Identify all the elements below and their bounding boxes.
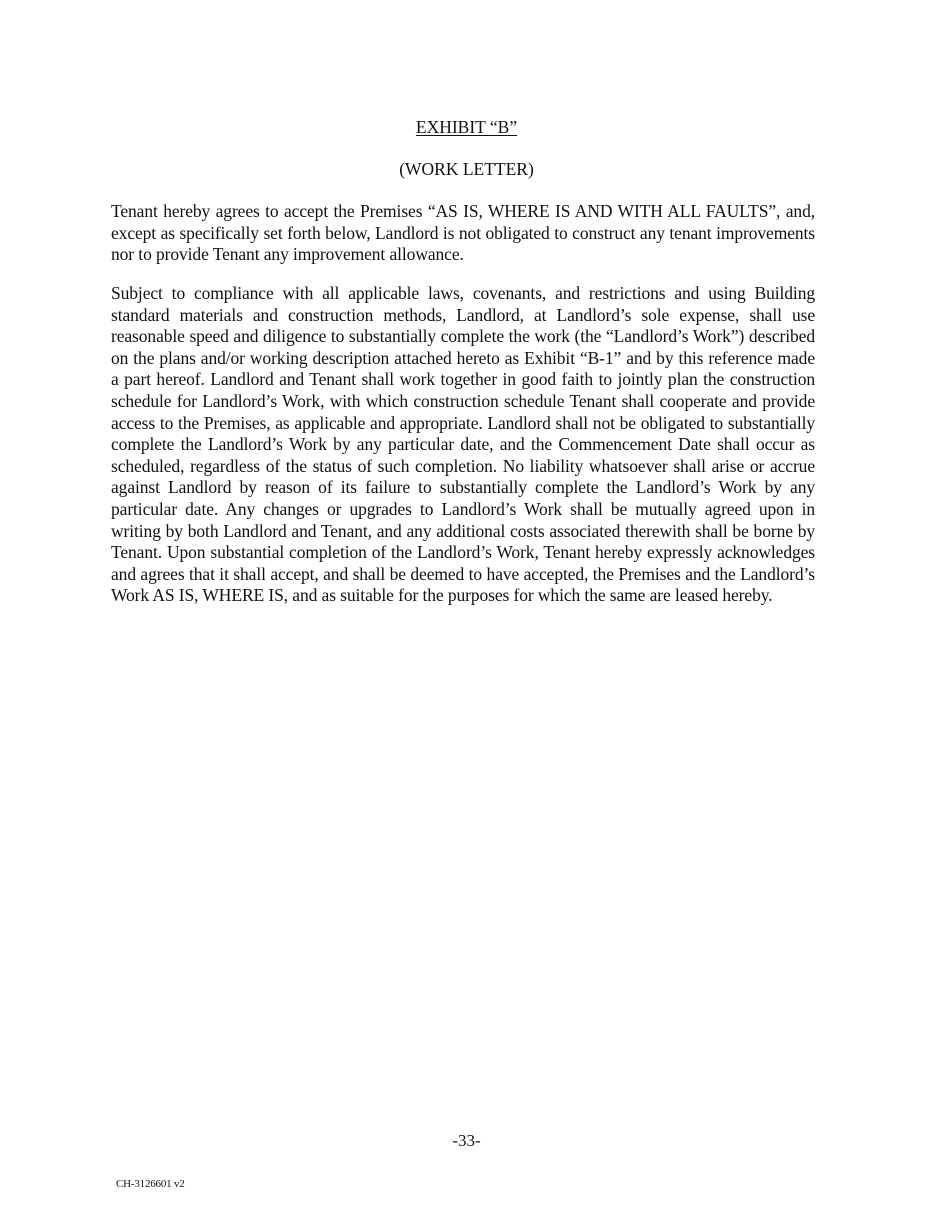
page-number: -33-	[452, 1131, 481, 1150]
exhibit-title: EXHIBIT “B”	[415, 117, 518, 137]
document-id: CH-3126601 v2	[116, 1178, 185, 1190]
exhibit-subtitle: (WORK LETTER)	[399, 159, 534, 179]
body-paragraph-1: Tenant hereby agrees to accept the Premises “AS IS, WHERE IS AND WITH ALL FAULTS”, and, except as specifically set forth below, Landlord is not obligated to construct any tenant improvements nor to provide Tenant any improvement allowance.	[111, 201, 815, 265]
body-paragraph-2: Subject to compliance with all applicable laws, covenants, and restrictions and using Building standard materials and construction methods, Landlord, at Landlord’s sole expense, shall use reasonable speed and diligence to substantially complete the work (the “Landlord’s Work”) described on the plans and/or working description attached hereto as Exhibit “B-1” and by this reference made a part hereof. Landlord and Tenant shall work together in good faith to jointly plan the construction schedule for Landlord’s Work, with which construction schedule Tenant shall cooperate and provide access to the Premises, as applicable and appropriate. Landlord shall not be obligated to substantially complete the Landlord’s Work by any particular date, and the Commencement Date shall occur as scheduled, regardless of the status of such completion. No liability whatsoever shall arise or accrue against Landlord by reason of its failure to substantially complete the Landlord’s Work by any particular date. Any changes or upgrades to Landlord’s Work shall be mutually agreed upon in writing by both Landlord and Tenant, and any additional costs associated therewith shall be borne by Tenant. Upon substantial completion of the Landlord’s Work, Tenant hereby expressly acknowledges and agrees that it shall accept, and shall be deemed to have accepted, the Premises and the Landlord’s Work AS IS, WHERE IS, and as suitable for the purposes for which the same are leased hereby.	[111, 283, 815, 606]
